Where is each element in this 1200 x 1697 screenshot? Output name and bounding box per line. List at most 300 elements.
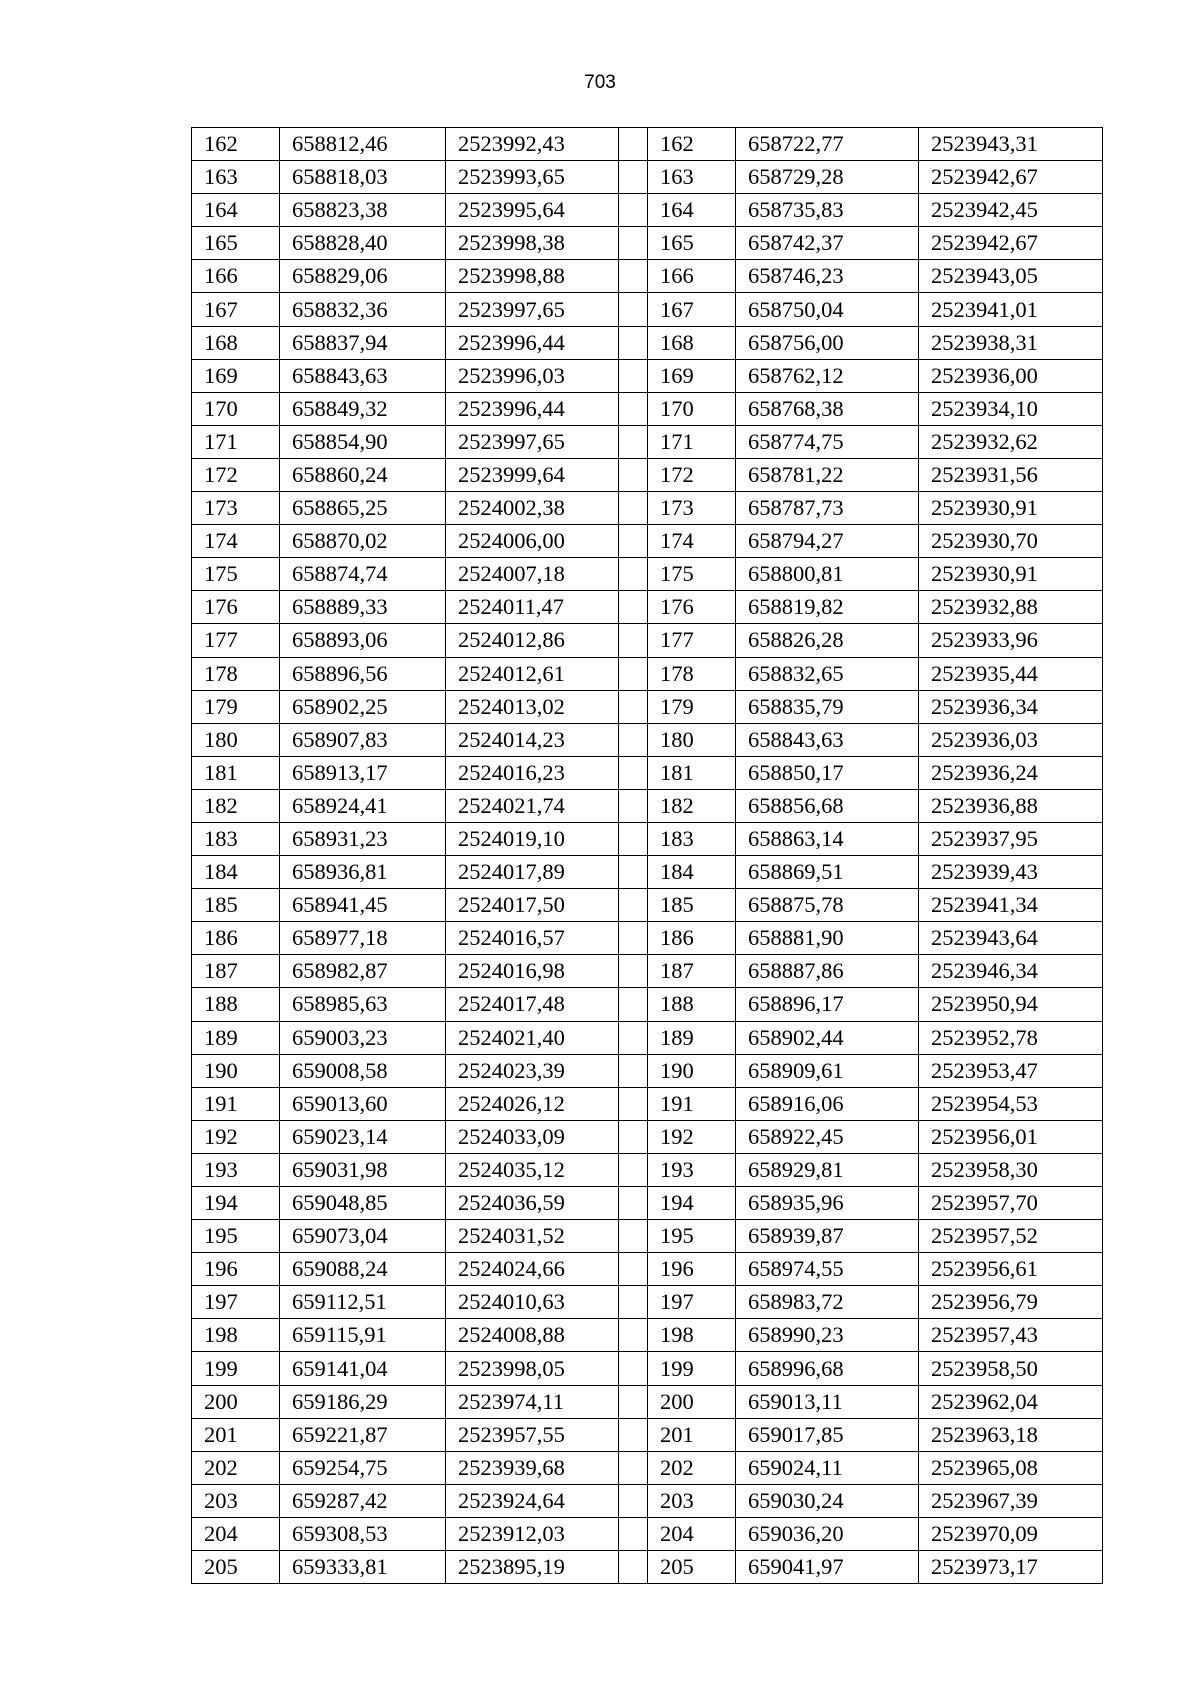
right-y-coordinate-cell: 2523930,70 <box>919 525 1103 558</box>
table-row <box>192 525 1103 558</box>
left-point-number-cell: 190 <box>192 1054 280 1087</box>
right-y-coordinate-cell: 2523962,04 <box>919 1385 1103 1418</box>
right-y-coordinate-cell: 2523956,01 <box>919 1120 1103 1153</box>
right-point-number-cell: 190 <box>648 1054 736 1087</box>
right-point-number-cell: 170 <box>648 392 736 425</box>
right-point-number-cell: 196 <box>648 1253 736 1286</box>
column-spacer <box>619 392 648 425</box>
left-point-number-cell: 175 <box>192 558 280 591</box>
right-x-coordinate-cell: 658916,06 <box>736 1087 919 1120</box>
left-x-coordinate-cell: 658837,94 <box>280 326 446 359</box>
column-spacer <box>619 1253 648 1286</box>
left-point-number-cell: 179 <box>192 690 280 723</box>
column-spacer <box>619 425 648 458</box>
column-spacer <box>619 1120 648 1153</box>
right-y-coordinate-cell: 2523953,47 <box>919 1054 1103 1087</box>
left-point-number-cell: 196 <box>192 1253 280 1286</box>
table-row <box>192 591 1103 624</box>
column-spacer <box>619 1187 648 1220</box>
right-y-coordinate-cell: 2523957,43 <box>919 1319 1103 1352</box>
table-row <box>192 988 1103 1021</box>
left-point-number-cell: 185 <box>192 889 280 922</box>
right-point-number-cell: 192 <box>648 1120 736 1153</box>
left-x-coordinate-cell: 658818,03 <box>280 161 446 194</box>
table-row <box>192 1153 1103 1186</box>
left-point-number-cell: 204 <box>192 1517 280 1550</box>
right-y-coordinate-cell: 2523950,94 <box>919 988 1103 1021</box>
left-x-coordinate-cell: 658936,81 <box>280 856 446 889</box>
left-point-number-cell: 170 <box>192 392 280 425</box>
left-x-coordinate-cell: 658982,87 <box>280 955 446 988</box>
right-x-coordinate-cell: 659036,20 <box>736 1517 919 1550</box>
right-x-coordinate-cell: 659030,24 <box>736 1484 919 1517</box>
left-x-coordinate-cell: 659141,04 <box>280 1352 446 1385</box>
table-row <box>192 1021 1103 1054</box>
left-y-coordinate-cell: 2523999,64 <box>446 458 619 491</box>
right-point-number-cell: 171 <box>648 425 736 458</box>
right-point-number-cell: 205 <box>648 1551 736 1584</box>
right-y-coordinate-cell: 2523952,78 <box>919 1021 1103 1054</box>
column-spacer <box>619 1286 648 1319</box>
left-point-number-cell: 200 <box>192 1385 280 1418</box>
right-x-coordinate-cell: 658800,81 <box>736 558 919 591</box>
left-y-coordinate-cell: 2523974,11 <box>446 1385 619 1418</box>
column-spacer <box>619 1352 648 1385</box>
left-x-coordinate-cell: 658823,38 <box>280 194 446 227</box>
left-y-coordinate-cell: 2524019,10 <box>446 822 619 855</box>
left-x-coordinate-cell: 658865,25 <box>280 492 446 525</box>
right-y-coordinate-cell: 2523930,91 <box>919 492 1103 525</box>
right-x-coordinate-cell: 658850,17 <box>736 756 919 789</box>
left-y-coordinate-cell: 2523997,65 <box>446 293 619 326</box>
right-y-coordinate-cell: 2523942,45 <box>919 194 1103 227</box>
right-x-coordinate-cell: 658875,78 <box>736 889 919 922</box>
left-x-coordinate-cell: 658896,56 <box>280 657 446 690</box>
right-point-number-cell: 202 <box>648 1451 736 1484</box>
left-y-coordinate-cell: 2523998,05 <box>446 1352 619 1385</box>
left-point-number-cell: 186 <box>192 922 280 955</box>
left-point-number-cell: 195 <box>192 1220 280 1253</box>
column-spacer <box>619 822 648 855</box>
left-y-coordinate-cell: 2523924,64 <box>446 1484 619 1517</box>
right-x-coordinate-cell: 658832,65 <box>736 657 919 690</box>
right-y-coordinate-cell: 2523958,50 <box>919 1352 1103 1385</box>
right-y-coordinate-cell: 2523934,10 <box>919 392 1103 425</box>
left-point-number-cell: 188 <box>192 988 280 1021</box>
right-y-coordinate-cell: 2523946,34 <box>919 955 1103 988</box>
table-row <box>192 889 1103 922</box>
left-point-number-cell: 178 <box>192 657 280 690</box>
column-spacer <box>619 723 648 756</box>
left-x-coordinate-cell: 658870,02 <box>280 525 446 558</box>
right-point-number-cell: 166 <box>648 260 736 293</box>
left-point-number-cell: 203 <box>192 1484 280 1517</box>
left-y-coordinate-cell: 2524033,09 <box>446 1120 619 1153</box>
right-point-number-cell: 179 <box>648 690 736 723</box>
right-point-number-cell: 203 <box>648 1484 736 1517</box>
column-spacer <box>619 227 648 260</box>
right-y-coordinate-cell: 2523943,05 <box>919 260 1103 293</box>
column-spacer <box>619 161 648 194</box>
column-spacer <box>619 756 648 789</box>
right-point-number-cell: 178 <box>648 657 736 690</box>
left-x-coordinate-cell: 658829,06 <box>280 260 446 293</box>
left-y-coordinate-cell: 2524014,23 <box>446 723 619 756</box>
column-spacer <box>619 326 648 359</box>
right-x-coordinate-cell: 658896,17 <box>736 988 919 1021</box>
left-point-number-cell: 192 <box>192 1120 280 1153</box>
table-row <box>192 326 1103 359</box>
table-row <box>192 128 1103 161</box>
left-y-coordinate-cell: 2524006,00 <box>446 525 619 558</box>
column-spacer <box>619 657 648 690</box>
right-x-coordinate-cell: 659017,85 <box>736 1418 919 1451</box>
table-row <box>192 1551 1103 1584</box>
column-spacer <box>619 1517 648 1550</box>
column-spacer <box>619 1418 648 1451</box>
table-row <box>192 1120 1103 1153</box>
column-spacer <box>619 194 648 227</box>
table-row <box>192 260 1103 293</box>
right-point-number-cell: 193 <box>648 1153 736 1186</box>
left-y-coordinate-cell: 2524035,12 <box>446 1153 619 1186</box>
table-row <box>192 657 1103 690</box>
right-y-coordinate-cell: 2523956,61 <box>919 1253 1103 1286</box>
left-x-coordinate-cell: 658812,46 <box>280 128 446 161</box>
right-point-number-cell: 185 <box>648 889 736 922</box>
right-x-coordinate-cell: 659041,97 <box>736 1551 919 1584</box>
table-row <box>192 1054 1103 1087</box>
coordinates-table <box>191 127 1103 1584</box>
column-spacer <box>619 1385 648 1418</box>
right-y-coordinate-cell: 2523936,03 <box>919 723 1103 756</box>
table-row <box>192 161 1103 194</box>
table-row <box>192 1253 1103 1286</box>
left-point-number-cell: 202 <box>192 1451 280 1484</box>
right-y-coordinate-cell: 2523957,52 <box>919 1220 1103 1253</box>
left-x-coordinate-cell: 659088,24 <box>280 1253 446 1286</box>
left-point-number-cell: 197 <box>192 1286 280 1319</box>
left-point-number-cell: 162 <box>192 128 280 161</box>
right-x-coordinate-cell: 658974,55 <box>736 1253 919 1286</box>
left-x-coordinate-cell: 658849,32 <box>280 392 446 425</box>
right-y-coordinate-cell: 2523931,56 <box>919 458 1103 491</box>
table-row <box>192 756 1103 789</box>
left-point-number-cell: 183 <box>192 822 280 855</box>
left-y-coordinate-cell: 2524002,38 <box>446 492 619 525</box>
right-point-number-cell: 201 <box>648 1418 736 1451</box>
right-y-coordinate-cell: 2523932,62 <box>919 425 1103 458</box>
left-point-number-cell: 171 <box>192 425 280 458</box>
right-y-coordinate-cell: 2523939,43 <box>919 856 1103 889</box>
right-x-coordinate-cell: 658819,82 <box>736 591 919 624</box>
right-x-coordinate-cell: 658856,68 <box>736 789 919 822</box>
left-point-number-cell: 184 <box>192 856 280 889</box>
right-x-coordinate-cell: 658922,45 <box>736 1120 919 1153</box>
left-x-coordinate-cell: 659112,51 <box>280 1286 446 1319</box>
left-point-number-cell: 193 <box>192 1153 280 1186</box>
left-x-coordinate-cell: 658854,90 <box>280 425 446 458</box>
left-point-number-cell: 205 <box>192 1551 280 1584</box>
right-y-coordinate-cell: 2523943,64 <box>919 922 1103 955</box>
left-point-number-cell: 172 <box>192 458 280 491</box>
column-spacer <box>619 492 648 525</box>
table-row <box>192 789 1103 822</box>
left-x-coordinate-cell: 659008,58 <box>280 1054 446 1087</box>
left-y-coordinate-cell: 2523912,03 <box>446 1517 619 1550</box>
right-x-coordinate-cell: 658983,72 <box>736 1286 919 1319</box>
right-point-number-cell: 163 <box>648 161 736 194</box>
column-spacer <box>619 293 648 326</box>
right-point-number-cell: 195 <box>648 1220 736 1253</box>
column-spacer <box>619 789 648 822</box>
column-spacer <box>619 1484 648 1517</box>
left-point-number-cell: 194 <box>192 1187 280 1220</box>
right-point-number-cell: 180 <box>648 723 736 756</box>
right-y-coordinate-cell: 2523936,00 <box>919 359 1103 392</box>
right-x-coordinate-cell: 658729,28 <box>736 161 919 194</box>
left-x-coordinate-cell: 659115,91 <box>280 1319 446 1352</box>
column-spacer <box>619 1551 648 1584</box>
left-point-number-cell: 201 <box>192 1418 280 1451</box>
right-point-number-cell: 186 <box>648 922 736 955</box>
table-row <box>192 293 1103 326</box>
right-point-number-cell: 164 <box>648 194 736 227</box>
left-y-coordinate-cell: 2524016,98 <box>446 955 619 988</box>
column-spacer <box>619 1087 648 1120</box>
left-x-coordinate-cell: 659333,81 <box>280 1551 446 1584</box>
right-x-coordinate-cell: 658863,14 <box>736 822 919 855</box>
column-spacer <box>619 1451 648 1484</box>
right-x-coordinate-cell: 658750,04 <box>736 293 919 326</box>
coordinates-table-body <box>192 128 1103 1584</box>
right-point-number-cell: 184 <box>648 856 736 889</box>
right-point-number-cell: 188 <box>648 988 736 1021</box>
right-y-coordinate-cell: 2523930,91 <box>919 558 1103 591</box>
right-point-number-cell: 176 <box>648 591 736 624</box>
right-point-number-cell: 198 <box>648 1319 736 1352</box>
column-spacer <box>619 690 648 723</box>
left-y-coordinate-cell: 2523996,44 <box>446 326 619 359</box>
right-x-coordinate-cell: 658794,27 <box>736 525 919 558</box>
right-y-coordinate-cell: 2523970,09 <box>919 1517 1103 1550</box>
left-x-coordinate-cell: 659023,14 <box>280 1120 446 1153</box>
left-x-coordinate-cell: 659254,75 <box>280 1451 446 1484</box>
table-row <box>192 1187 1103 1220</box>
column-spacer <box>619 1220 648 1253</box>
left-y-coordinate-cell: 2524012,61 <box>446 657 619 690</box>
column-spacer <box>619 1319 648 1352</box>
table-row <box>192 922 1103 955</box>
column-spacer <box>619 1054 648 1087</box>
right-x-coordinate-cell: 658762,12 <box>736 359 919 392</box>
right-y-coordinate-cell: 2523936,24 <box>919 756 1103 789</box>
table-row <box>192 1286 1103 1319</box>
left-point-number-cell: 169 <box>192 359 280 392</box>
left-point-number-cell: 177 <box>192 624 280 657</box>
right-y-coordinate-cell: 2523941,34 <box>919 889 1103 922</box>
right-y-coordinate-cell: 2523933,96 <box>919 624 1103 657</box>
right-point-number-cell: 200 <box>648 1385 736 1418</box>
right-point-number-cell: 174 <box>648 525 736 558</box>
right-point-number-cell: 169 <box>648 359 736 392</box>
left-x-coordinate-cell: 659003,23 <box>280 1021 446 1054</box>
left-x-coordinate-cell: 658860,24 <box>280 458 446 491</box>
right-y-coordinate-cell: 2523938,31 <box>919 326 1103 359</box>
left-y-coordinate-cell: 2523895,19 <box>446 1551 619 1584</box>
left-point-number-cell: 167 <box>192 293 280 326</box>
right-y-coordinate-cell: 2523936,34 <box>919 690 1103 723</box>
table-row <box>192 690 1103 723</box>
right-point-number-cell: 173 <box>648 492 736 525</box>
left-y-coordinate-cell: 2524024,66 <box>446 1253 619 1286</box>
left-x-coordinate-cell: 658843,63 <box>280 359 446 392</box>
right-point-number-cell: 177 <box>648 624 736 657</box>
table-row <box>192 1517 1103 1550</box>
right-point-number-cell: 165 <box>648 227 736 260</box>
column-spacer <box>619 955 648 988</box>
left-x-coordinate-cell: 658941,45 <box>280 889 446 922</box>
table-row <box>192 492 1103 525</box>
table-row <box>192 458 1103 491</box>
left-y-coordinate-cell: 2524021,40 <box>446 1021 619 1054</box>
left-x-coordinate-cell: 659308,53 <box>280 1517 446 1550</box>
right-x-coordinate-cell: 658935,96 <box>736 1187 919 1220</box>
right-point-number-cell: 199 <box>648 1352 736 1385</box>
left-x-coordinate-cell: 659221,87 <box>280 1418 446 1451</box>
left-x-coordinate-cell: 659186,29 <box>280 1385 446 1418</box>
right-x-coordinate-cell: 658902,44 <box>736 1021 919 1054</box>
column-spacer <box>619 359 648 392</box>
table-row <box>192 359 1103 392</box>
right-point-number-cell: 204 <box>648 1517 736 1550</box>
left-y-coordinate-cell: 2524017,89 <box>446 856 619 889</box>
right-x-coordinate-cell: 658826,28 <box>736 624 919 657</box>
left-x-coordinate-cell: 658931,23 <box>280 822 446 855</box>
right-y-coordinate-cell: 2523942,67 <box>919 161 1103 194</box>
left-y-coordinate-cell: 2524013,02 <box>446 690 619 723</box>
table-row <box>192 1319 1103 1352</box>
table-row <box>192 1352 1103 1385</box>
right-y-coordinate-cell: 2523958,30 <box>919 1153 1103 1186</box>
right-point-number-cell: 183 <box>648 822 736 855</box>
right-y-coordinate-cell: 2523935,44 <box>919 657 1103 690</box>
left-y-coordinate-cell: 2523996,03 <box>446 359 619 392</box>
left-x-coordinate-cell: 658889,33 <box>280 591 446 624</box>
right-x-coordinate-cell: 658774,75 <box>736 425 919 458</box>
column-spacer <box>619 624 648 657</box>
right-x-coordinate-cell: 659024,11 <box>736 1451 919 1484</box>
right-x-coordinate-cell: 658742,37 <box>736 227 919 260</box>
left-y-coordinate-cell: 2524023,39 <box>446 1054 619 1087</box>
table-row <box>192 1220 1103 1253</box>
right-x-coordinate-cell: 658735,83 <box>736 194 919 227</box>
right-point-number-cell: 172 <box>648 458 736 491</box>
left-y-coordinate-cell: 2524021,74 <box>446 789 619 822</box>
left-point-number-cell: 182 <box>192 789 280 822</box>
right-x-coordinate-cell: 658722,77 <box>736 128 919 161</box>
right-x-coordinate-cell: 658939,87 <box>736 1220 919 1253</box>
left-y-coordinate-cell: 2523993,65 <box>446 161 619 194</box>
right-x-coordinate-cell: 658990,23 <box>736 1319 919 1352</box>
left-x-coordinate-cell: 659031,98 <box>280 1153 446 1186</box>
left-y-coordinate-cell: 2524016,57 <box>446 922 619 955</box>
left-point-number-cell: 174 <box>192 525 280 558</box>
right-point-number-cell: 197 <box>648 1286 736 1319</box>
left-y-coordinate-cell: 2524007,18 <box>446 558 619 591</box>
right-x-coordinate-cell: 658843,63 <box>736 723 919 756</box>
left-point-number-cell: 191 <box>192 1087 280 1120</box>
left-y-coordinate-cell: 2523957,55 <box>446 1418 619 1451</box>
table-row <box>192 856 1103 889</box>
left-point-number-cell: 189 <box>192 1021 280 1054</box>
left-y-coordinate-cell: 2523998,88 <box>446 260 619 293</box>
left-y-coordinate-cell: 2523995,64 <box>446 194 619 227</box>
left-y-coordinate-cell: 2523997,65 <box>446 425 619 458</box>
left-x-coordinate-cell: 658832,36 <box>280 293 446 326</box>
column-spacer <box>619 591 648 624</box>
left-point-number-cell: 181 <box>192 756 280 789</box>
left-y-coordinate-cell: 2523939,68 <box>446 1451 619 1484</box>
right-y-coordinate-cell: 2523965,08 <box>919 1451 1103 1484</box>
left-y-coordinate-cell: 2524036,59 <box>446 1187 619 1220</box>
table-row <box>192 1087 1103 1120</box>
column-spacer <box>619 458 648 491</box>
left-x-coordinate-cell: 659013,60 <box>280 1087 446 1120</box>
right-x-coordinate-cell: 658781,22 <box>736 458 919 491</box>
table-row <box>192 822 1103 855</box>
right-x-coordinate-cell: 658835,79 <box>736 690 919 723</box>
left-point-number-cell: 187 <box>192 955 280 988</box>
table-row <box>192 955 1103 988</box>
right-x-coordinate-cell: 658787,73 <box>736 492 919 525</box>
left-x-coordinate-cell: 659287,42 <box>280 1484 446 1517</box>
right-y-coordinate-cell: 2523973,17 <box>919 1551 1103 1584</box>
right-x-coordinate-cell: 658887,86 <box>736 955 919 988</box>
left-y-coordinate-cell: 2524011,47 <box>446 591 619 624</box>
left-y-coordinate-cell: 2524026,12 <box>446 1087 619 1120</box>
table-row <box>192 425 1103 458</box>
right-point-number-cell: 167 <box>648 293 736 326</box>
right-x-coordinate-cell: 658909,61 <box>736 1054 919 1087</box>
left-x-coordinate-cell: 658893,06 <box>280 624 446 657</box>
right-y-coordinate-cell: 2523943,31 <box>919 128 1103 161</box>
left-y-coordinate-cell: 2524017,50 <box>446 889 619 922</box>
right-point-number-cell: 187 <box>648 955 736 988</box>
column-spacer <box>619 988 648 1021</box>
left-x-coordinate-cell: 658907,83 <box>280 723 446 756</box>
right-x-coordinate-cell: 659013,11 <box>736 1385 919 1418</box>
left-x-coordinate-cell: 658913,17 <box>280 756 446 789</box>
column-spacer <box>619 922 648 955</box>
left-point-number-cell: 165 <box>192 227 280 260</box>
right-y-coordinate-cell: 2523957,70 <box>919 1187 1103 1220</box>
left-y-coordinate-cell: 2524012,86 <box>446 624 619 657</box>
left-point-number-cell: 176 <box>192 591 280 624</box>
left-point-number-cell: 164 <box>192 194 280 227</box>
right-x-coordinate-cell: 658756,00 <box>736 326 919 359</box>
left-point-number-cell: 166 <box>192 260 280 293</box>
right-x-coordinate-cell: 658869,51 <box>736 856 919 889</box>
right-point-number-cell: 168 <box>648 326 736 359</box>
left-y-coordinate-cell: 2524031,52 <box>446 1220 619 1253</box>
column-spacer <box>619 1153 648 1186</box>
page-number: 703 <box>584 72 616 93</box>
right-point-number-cell: 162 <box>648 128 736 161</box>
table-row <box>192 1484 1103 1517</box>
right-y-coordinate-cell: 2523956,79 <box>919 1286 1103 1319</box>
left-y-coordinate-cell: 2524016,23 <box>446 756 619 789</box>
